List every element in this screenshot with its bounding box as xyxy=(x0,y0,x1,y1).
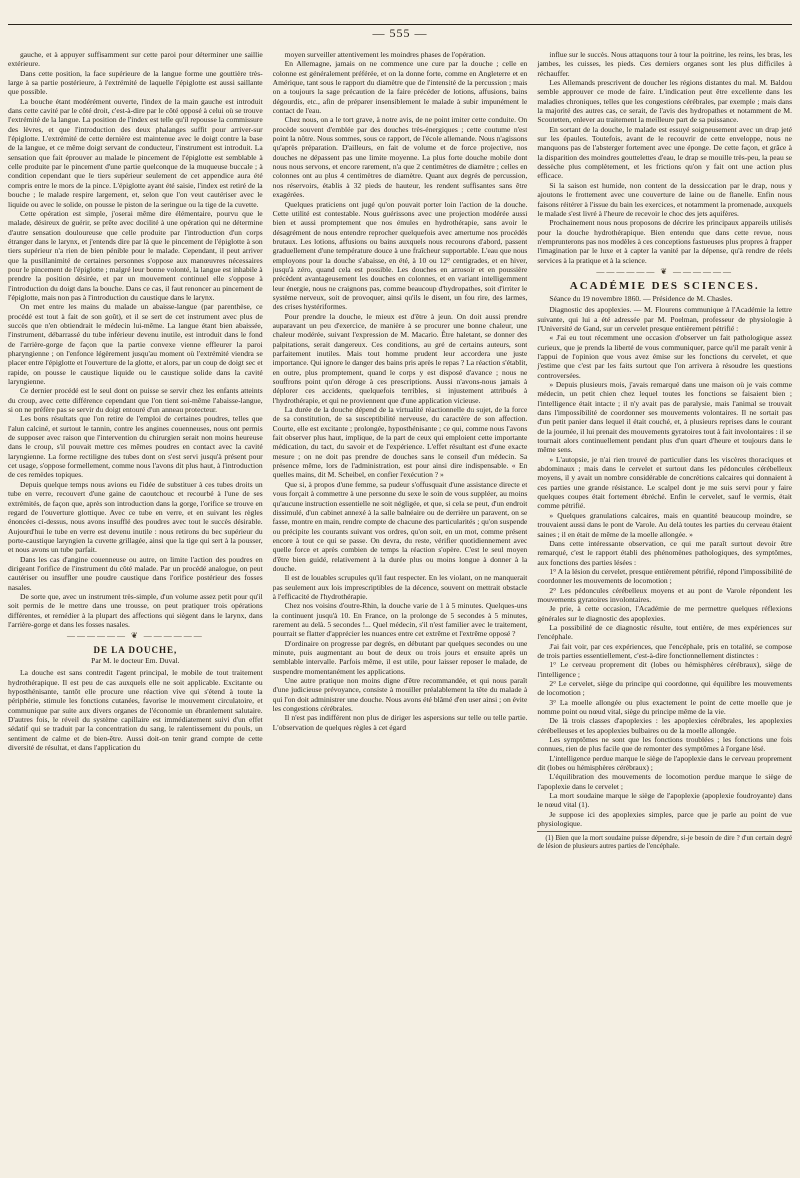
paragraph: Je prie, à cette occasion, l'Académie de me permettre quelques réflexions générales sur le diagnostic des apoplexies. xyxy=(537,604,793,623)
paragraph: Prochainement nous nous proposons de décrire les principaux appareils utilisés pour la douche hydrothérapique. Bien entendu que dans cette revue, nous n'emprunterons pas nos modèles à ces conceptions fastueuses plus propres à frapper l'imagination par le luxe et à capter la vanité par la dépense, qu'à rendre de réels services à la pratique et à la science. xyxy=(537,218,793,265)
paragraph: La douche est sans contredit l'agent principal, le mobile de tout traitement hydrothérapique. Il est peu de cas auxquels elle ne soit applicable. Excitante ou hyposthénisante, tantôt elle procure une réaction vive qui s'étend à toute la périphérie, stimule les fonctions cutanées, favorise le mouvement circulatoire, et communique par suite aux divers organes de l'économie un ébranlement salutaire. D'autres fois, le réveil du système capillaire est immédiatement suivi d'un effet sédatif qui se traduit par la concentration du sang, le ralentissement du pouls, un sentiment de calme et de bien-être. Aussi doit-on tenir grand compte de cette diversité de résultat, et dans l'application du xyxy=(8,668,263,753)
paragraph: Depuis quelque temps nous avions eu l'idée de substituer à ces tubes droits un tube en verre, recouvert d'une gaine de caoutchouc et recourbé à l'une de ses extrémités, de façon que, après son introduction dans la gorge, l'orifice se trouve en regard de l'ouverture glottique. Avec ce tube en verre, et en suivant les règles énoncées ci-dessus, nous avons insufflé des poudres avec tout le succès désirable. Aujourd'hui le tube en verre est devenu inutile : nous retirons du bec supérieur du porte-caustique laryngien la cuvette grillagée, ainsi que la tige qui sert à la pousser, et nous avons un tube parfait. xyxy=(8,479,263,555)
paragraph: 2° Les pédoncules cérébelleux moyens et au pont de Varole répondent les mouvements gyratoires involontaires. xyxy=(537,585,793,604)
paragraph: D'ordinaire on progresse par degrés, en débutant par quelques secondes ou une minute, puis augmentant au bout de deux ou trois jours et ensuite après un semblable intervalle. Parfois même, il est utile, pour laisser reposer le malade, de suspendre momentanément les applications. xyxy=(272,638,528,676)
academy-heading: ACADÉMIE DES SCIENCES. xyxy=(569,279,760,292)
paragraph: La mort soudaine marque le siège de l'apoplexie (apoplexie foudroyante) dans le nœud vital (1). xyxy=(537,791,793,810)
column-1 xyxy=(8,50,263,1178)
section-ornament-2: —————— ❦ —————— xyxy=(596,266,734,276)
paragraph: Dans les cas d'angine couenneuse ou autre, on limite l'action des poudres en dirigeant l'orifice de l'instrument du côté malade. Par un procédé analogue, on peut cautériser ou insuffler une poudre caustique dans l'orifice postérieur des fosses nasales. xyxy=(8,554,263,592)
paragraph: 1° A la lésion du cervelet, presque entièrement pétrifié, répond l'impossibilité de coordonner les mouvements de locomotion ; xyxy=(537,566,793,586)
article-title: DE LA DOUCHE, xyxy=(93,645,178,656)
paragraph: Les Allemands prescrivent de doucher les régions distantes du mal. M. Baldou semble approuver ce mode de faire. L'indication peut être excellente dans les maladies chroniques, telles que les congestions cérébrales, par exemple ; mais dans la majorité des autres cas, ce serait, de l'avis des hydropathes et notamment de M. Scoutetten, enlever au traitement la meilleure part de sa puissance. xyxy=(537,78,793,125)
paragraph: Quelques praticiens ont jugé qu'on pouvait porter loin l'action de la douche. Cette utilité est contestable. Nous guérissons avec une projection modérée aussi bien et aussi promptement que nos émules en hydrothérapie, sans avoir le désagrément de nous entendre reprocher quelquefois avec amertume nos procédés brutaux. Les lotions, affusions ou bains auxquels nous recourons d'abord, passent graduellement d'une température douce à une fraîcheur supportable. L'eau que nous employons pour la douche s'abaisse, en été, à 10 ou 12° centigrades, et en hiver, jusqu'à zéro, quand cela est possible. Les douches en arrosoir et en poussière précèdent avantageusement les douches en colonnes, et en variant intelligemment leur énergie, nous ne craignons pas, comme beaucoup d'hydropathes, soit d'irriter le système nerveux, soit de provoquer, ainsi qu'ils le disent, un fou rire, des larmes, des crises hystériformes. xyxy=(272,199,528,312)
page-number: — 555 — xyxy=(372,26,428,40)
paragraph: » Quelques granulations calcaires, mais en quantité beaucoup moindre, se trouvaient aussi dans le pont de Varole. Au delà toutes les parties du cerveau étaient saines ; il en était de même de la moelle allongée. » xyxy=(537,510,793,539)
paragraph: De là trois classes d'apoplexies : les apoplexies cérébrales, les apoplexies cérébelleuses et les apoplexies bulbaires ou de la moelle allongée. xyxy=(537,716,793,735)
paragraph: Ce dernier procédé est le seul dont on puisse se servir chez les enfants atteints du croup, avec cette différence cependant que l'on tient soi-même l'abaisse-langue, si on ne préfère pas se servir du doigt entouré d'un anneau protecteur. xyxy=(8,386,263,415)
paragraph: Les symptômes ne sont que les fonctions troublées ; les fonctions une fois connues, rien de plus facile que de remonter des symptômes à l'organe lésé. xyxy=(537,735,793,754)
paragraph: Dans cette intéressante observation, ce qui me paraît surtout devoir être remarqué, c'est le rapport établi des phénomènes pathologiques, des symptômes, aux fonctions des parties lésées : xyxy=(537,538,793,567)
column-3 xyxy=(537,50,792,1178)
paragraph: Une autre pratique non moins digne d'être recommandée, et qui nous paraît d'une judicieuse prévoyance, consiste à mouiller préalablement la tête du malade à qui l'on doit administrer une douche. Nous avons été blâmé d'en user ainsi ; on évite les congestions cérébrales. xyxy=(272,676,528,714)
paragraph: 2° Le cervelet, siège du principe qui coordonne, qui équilibre les mouvements de locomotion ; xyxy=(537,679,793,698)
paragraph: Les bons résultats que l'on retire de l'emploi de certaines poudres, telles que l'alun calciné, et surtout le tannin, contre les angines couenneuses, nous ont permis de supposer avec raison que l'intervention du chirurgien serait non moins heureuse dans le croup, s'il pouvait mettre ces mêmes poudres en contact avec la cavité laryngienne. La forme rectiligne des tubes dont on s'est servi jusqu'à présent pour cet usage, s'oppose formellement, comme nous l'avons dit plus haut, à l'introduction de ces remèdes topiques. xyxy=(8,414,263,480)
columns xyxy=(8,50,792,1178)
paragraph: gauche, et à appuyer suffisamment sur cette paroi pour déterminer une saillie extérieure. xyxy=(8,50,263,69)
paragraph: Si la saison est humide, non content de la dessiccation par le drap, nous y ajoutons le frottement avec une couverture de laine ou de flanelle. Enfin nous faisons réitérer à l'issue du bain les exercices, et notamment la promenade, auxquels le malade s'est livré à l'heure de recevoir le choc des jets aquifères. xyxy=(537,180,793,218)
paragraph: On met entre les mains du malade un abaisse-langue (par parenthèse, ce procédé est tout à fait de son goût), et il se sert de cet instrument avec plus de succès que n'en obtiendrait le médecin lui-même. La langue étant bien abaissée, l'instrument, débarrassé du tube inférieur devenu inutile, est introduit dans le fond de l'arrière-gorge de façon que la partie convexe vienne effleurer la paroi pharyngienne ; on l'enfonce légèrement jusqu'au moment où l'extrémité viendra se placer entre l'épiglotte et l'ouverture de la glotte, et alors, par un coup de doigt sec et rapide, on pousse le caustique liquide ou le caustique solide dans la cavité laryngienne. xyxy=(8,302,263,387)
column-1-article-text xyxy=(8,668,263,752)
column-2 xyxy=(273,50,528,1178)
paragraph: Chez nos voisins d'outre-Rhin, la douche varie de 1 à 5 minutes. Quelques-uns la continuent jusqu'à 10. En France, on la prolonge de 5 secondes à 5 minutes, rarement au delà. 5 secondes !... Quel médecin, s'il n'est familier avec le traitement, pourrait se flatter d'apprécier les nuances entre cet extrême et l'extrême opposé ? xyxy=(272,601,528,639)
seance-line: Séance du 19 novembre 1860. — Présidence de M. Chasles. xyxy=(549,293,733,303)
section-ornament: —————— ❦ —————— xyxy=(66,631,204,641)
paragraph: La durée de la douche dépend de la virtualité réactionnelle du sujet, de la force de sa constitution, de sa susceptibilité nerveuse, du caractère de son affection. Courte, elle est excitante ; prolongée, hyposthénisante ; ce qui, comme nous l'avons fait observer plus haut, implique, de la part de ceux qui emploient cette importante médication, du tact, du savoir et de l'expérience. L'effet résultant est d'une exacte mesure ; on ne doit pas prendre de douches sans le conseil d'un médecin. Sa présence même, lors de l'administration, est pour ainsi dire indispensable. « En quelles mains, dit M. Scheibel, en confier l'exécution ? » xyxy=(272,405,528,480)
paragraph: Il n'est pas indifférent non plus de diriger les aspersions sur telle ou telle partie. L'observation de quelques règles à cet égard xyxy=(272,713,528,732)
paragraph: Pour prendre la douche, le mieux est d'être à jeun. On doit aussi prendre auparavant un peu d'exercice, de manière à se procurer une bonne chaleur, une chaleur modérée, suivant l'expression de M. Macario. Être haletant, se donner des palpitations, serait dangereux. Ces conditions, au gré de certains auteurs, sont parfaitement inutiles. Mais tout homme prudent leur accordera une juste importance. Qui ignore le danger des bains pris après le repas ? La réaction s'établit, en outre, plus promptement, quand le corps y est disposé d'avance ; nous ne souffrons point qu'on déroge à ces prescriptions. Aussi n'avons-nous jamais à déplorer ces accidents, quelquefois terribles, si injustement attribués à l'hydrothérapie, et qui ne proviennent que d'une application vicieuse. xyxy=(272,311,528,405)
paragraph: » L'autopsie, je n'ai rien trouvé de particulier dans les viscères thoraciques et abdominaux ; mais dans le cervelet et surtout dans les pédoncules cérébelleux moyens, il y avait un nombre considérable de concrétions calcaires qui donnaient à ces parties une grande résistance. Le scalpel dont je me suis servi pour y faire quelques coupes était fortement ébréché. Enfin le cervelet, sauf le vermis, était comme pétrifié. xyxy=(537,454,793,511)
paragraph: moyen surveiller attentivement les moindres phases de l'opération. xyxy=(284,50,486,59)
paragraph: Chez nous, on a le tort grave, à notre avis, de ne point imiter cette conduite. On procède souvent d'emblée par des douches très-énergiques ; cette coutume n'est point la nôtre. Nous sommes, sous ce rapport, de l'école allemande. Nous n'agissons qu'après préparation. D'ailleurs, en fait de volume et de force projective, nos douches ne dépassent pas une limite moyenne. La plus forte douche mobile dont nous nous servons, et encore rarement, n'a que 2 centimètres de diamètre ; celles en colonnes ont au plus 4 centimètres de diamètre. Quant aux degrés de percussion, nos réservoirs, établis à 32 pieds de hauteur, les rendent suffisantes sans être exagérées. xyxy=(272,115,528,200)
paragraph: J'ai fait voir, par ces expériences, que l'encéphale, pris en totalité, se compose de trois parties essentiellement, c'est-à-dire fonctionnellement distinctes : xyxy=(537,641,793,660)
paragraph: La possibilité de ce diagnostic résulte, tout entière, de mes expériences sur l'encéphale. xyxy=(537,622,793,642)
paragraph: De sorte que, avec un instrument très-simple, d'un volume assez petit pour qu'il soit permis de le mettre dans une trousse, on peut pratiquer trois opérations différentes, et remédier à la plupart des affections qui siègent dans le larynx, dans l'arrière-gorge et dans les fosses nasales. xyxy=(8,591,263,629)
paragraph: influe sur le succès. Nous attaquons tour à tour la poitrine, les reins, les bras, les jambes, les cuisses, les pieds. Ces derniers organes sont les plus difficiles à réchauffer. xyxy=(537,50,793,78)
paragraph: » Depuis plusieurs mois, j'avais remarqué dans une maison où je vais comme médecin, un petit chien chez lequel toutes les fonctions se faisaient bien ; l'intelligence était intacte ; il n'y avait pas de paralysie, mais l'animal se trouvait dans l'impossibilité de coordonner ses mouvements volontaires. Il ne sortait pas d'un petit panier dans lequel il était couché, et, à plusieurs reprises dans le courant de la journée, il lui prenait des mouvements gyratoires tout à fait involontaires : il se tournait alors continuellement pendant plus d'un quart d'heure et toujours dans le même sens. xyxy=(537,380,793,455)
header-rule xyxy=(8,24,792,25)
paragraph: En sortant de la douche, le malade est essuyé soigneusement avec un drap jeté sur les épaules. Toutefois, avant de le recouvrir de cette enveloppe, nous ne manquons pas de l'absterger fortement avec une éponge. De cette façon, et grâce à la disparition des moindres gouttelettes d'eau, le drap se mouille très-peu, la peau se dessèche plus complètement, et les frictions qu'on y fait ont une action plus efficace. xyxy=(537,124,793,181)
column-2-text xyxy=(273,50,528,732)
paragraph: Cette opération est simple, j'oserai même dire élémentaire, pourvu que le malade, désireux de guérir, se prête avec docilité à une opération qui ne détermine d'autre sensation douloureuse que celle produite par l'introduction d'un corps étranger dans le larynx, et j'entends dire par là que le pincement de l'épiglotte à son tiers supérieur n'a rien de bien pénible pour le malade. Cependant, il peut arriver que la pusillanimité de certaines personnes s'oppose aux manœuvres nécessaires pour le pincement de l'épiglotte ; malgré leur bonne volonté, la langue est inhabile à prendre la position désirée, et par un mouvement continuel elle s'oppose à l'introduction du doigt dans la bouche. Dans ce cas, il faut renoncer au pincement de l'épiglotte, mais non pas à l'introduction du caustique dans le larynx. xyxy=(8,208,263,302)
paragraph: L'équilibration des mouvements de locomotion perdue marque le siège de l'apoplexie dans le cervelet ; xyxy=(537,772,793,791)
paragraph: Dans cette position, la face supérieure de la langue forme une gouttière très-large à sa partie postérieure, à l'extrémité de laquelle l'épiglotte est aussi saillante que possible. xyxy=(8,68,263,97)
paragraph: L'intelligence perdue marque le siège de l'apoplexie dans le cerveau proprement dit (lobes ou hémisphères cérébraux) ; xyxy=(537,753,793,773)
footnote: (1) Bien que la mort soudaine puisse dépendre, si-je besoin de dire ? d'un certain degré de lésion de plusieurs autres parties de l'encéphale. xyxy=(537,831,792,851)
paragraph: 1° Le cerveau proprement dit (lobes ou hémisphères cérébraux), siège de l'intelligence ; xyxy=(537,660,793,679)
paragraph: « J'ai eu tout récemment une occasion d'observer un fait pathologique assez curieux, que je prends la liberté de vous communiquer, parce qu'il me paraît venir à l'appui de l'opinion que vous avez émise sur les fonctions du cervelet, et que j'estime que c'est par les faits surtout que l'on arrivera à résoudre les questions controversées. xyxy=(537,333,793,380)
paragraph: Je suppose ici des apoplexies simples, parce que je parle au point de vue physiologique. xyxy=(537,809,793,829)
paragraph: La bouche étant modérément ouverte, l'index de la main gauche est introduit dans cette cavité par le côté droit, c'est-à-dire par le côté opposé à celui où se trouve l'extrémité de la langue. La position de l'index est telle qu'il repousse la commissure des lèvres, et que l'introduction des deux phalanges suffit pour arriver-sur l'épiglotte. L'extrémité de cette dernière est maintenue avec le doigt contre la base de la langue, et ce même doigt servant de conducteur, l'instrument est introduit. La sensation que fait éprouver au malade le pincement de l'épiglotte est semblable à celle produite par le pincement d'une partie quelconque de la muqueuse buccale ; à condition cependant que le tiers supérieur seulement de cet appendice aura été compris entre le mors de la pince. L'épiglotte ayant été saisie, l'index est retiré de la bouche ; le malade respire largement, et, selon que l'on veut cautériser avec le liquide ou avec le solide, on pousse le piston de la seringue ou la tige de la cuvette. xyxy=(8,96,263,209)
paragraph: Diagnostic des apoplexies. — M. Flourens communique à l'Académie la lettre suivante, qui lui a été adressée par M. Poelman, professeur de physiologie à l'Université de Gand, sur un cervelet presque entièrement pétrifié : xyxy=(537,305,793,333)
paragraph: En Allemagne, jamais on ne commence une cure par la douche ; celle en colonne est généralement préférée, et on la donne forte, comme en Angleterre et en Amérique, tant sous le rapport du diamètre que de l'intensité de la percussion ; mais on a toujours la sage précaution de la faire précéder de lotions, affusions, bains dégourdis, etc., afin de préparer insensiblement le malade à subir impunément le contact de l'eau. xyxy=(272,59,528,116)
article-author: Par M. le docteur Em. Duval. xyxy=(91,656,180,666)
paragraph: Il est de louables scrupules qu'il faut respecter. En les violant, on ne manquerait pas seulement aux lois imprescriptibles de la décence, souvent on mettrait obstacle à l'efficacité de l'hydrothérapie. xyxy=(272,573,528,601)
column-3-academy-text xyxy=(537,305,792,828)
paragraph: 3° La moelle allongée ou plus exactement le point de cette moelle que je nomme point ou nœud vital, siège du principe même de la vie. xyxy=(537,697,793,717)
paragraph: Que si, à propos d'une femme, sa pudeur s'offusquait d'une assistance directe et vous forçait à commettre à une personne du sexe le soin de vous suppléer, au moins qu'aucune instruction essentielle ne soit négligée, et que, si cela se peut, d'un endroit dissimulé, d'un cabinet annexé à la salle balnéaire ou de derrière un paravent, on se fasse, montre en main, rendre compte de chacune des particularités ; qu'on suspende ou précipite les courants suivant vos ordres, qu'on soit, en un mot, comme présent encore à tout ce qui se passe. On devra, du reste, vérifier quotidiennement avec quelle force et après combien de temps la réaction s'opère. C'est le seul moyen d'être bien guidé, relativement à la durée plus ou moins longue à donner à la douche. xyxy=(272,479,528,573)
page-header xyxy=(8,24,792,46)
column-3-text xyxy=(537,50,792,265)
column-1-text xyxy=(8,50,263,629)
